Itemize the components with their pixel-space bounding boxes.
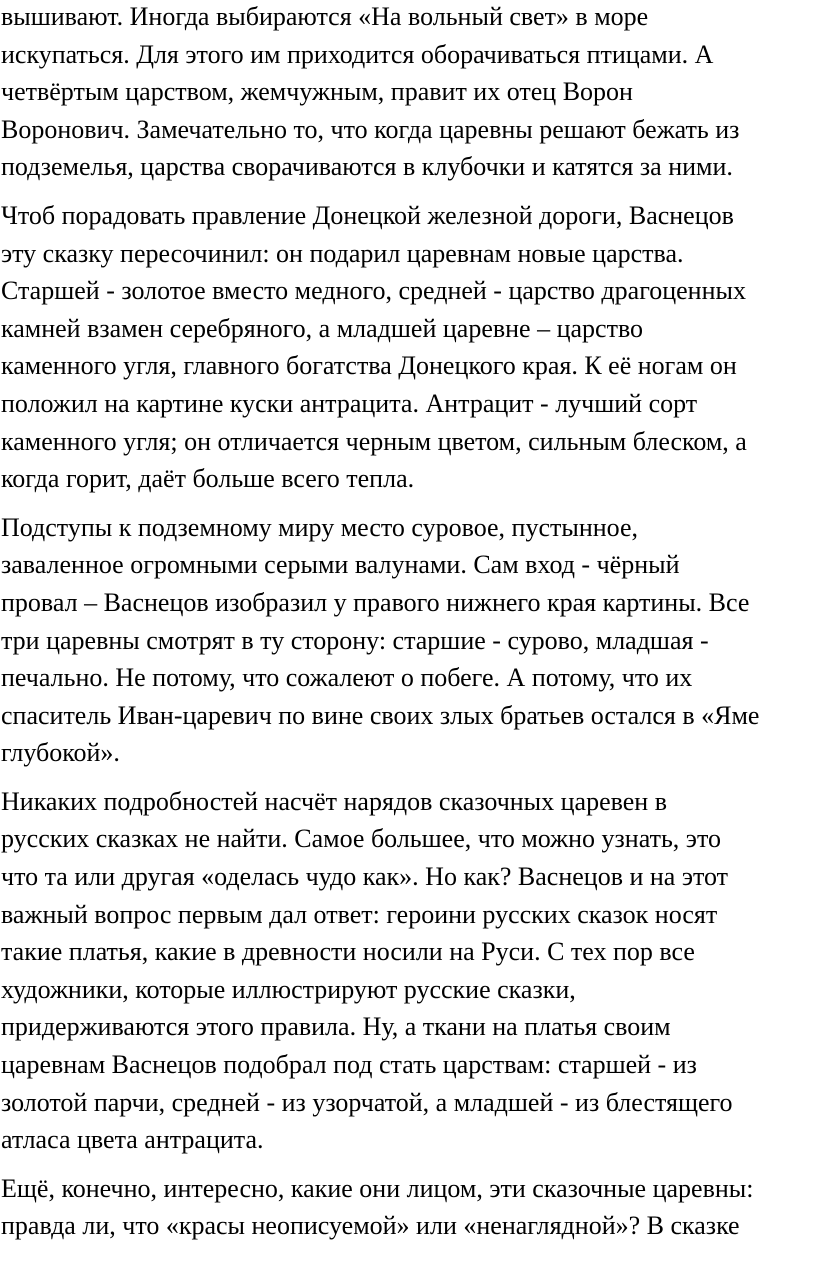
text-line: камней взамен серебряного, а младшей царевне – царство <box>1 313 644 343</box>
text-line: художники, которые иллюстрируют русские сказки, <box>1 974 576 1004</box>
text-line: печально. Не потому, что сожалеют о побеге. А потому, что их <box>1 663 693 693</box>
paragraph-1 <box>1 0 812 186</box>
text-line: атласа цвета антрацита. <box>1 1125 264 1155</box>
text-line: русских сказках не найти. Самое большее, что можно узнать, это <box>1 824 721 854</box>
text-line: царевнам Васнецов подобрал под стать царствам: старшей - из <box>1 1050 697 1080</box>
text-line: Никаких подробностей насчёт нарядов сказочных царевен в <box>1 786 667 816</box>
text-line: когда горит, даёт больше всего тепла. <box>1 464 415 494</box>
text-line: провал – Васнецов изобразил у правого нижнего края картины. Все <box>1 587 750 617</box>
text-line: четвёртым царством, жемчужным, правит их отец Ворон <box>1 77 633 107</box>
text-line: искупаться. Для этого им приходится оборачиваться птицами. А <box>1 39 714 69</box>
text-line: каменного угля; он отличается черным цветом, сильным блеском, а <box>1 426 747 456</box>
text-line: Подступы к подземному миру место суровое, пустынное, <box>1 512 639 542</box>
text-line: такие платья, какие в древности носили на Руси. С тех пор все <box>1 937 695 967</box>
text-line: подземелья, царства сворачиваются в клубочки и катятся за ними. <box>1 152 733 182</box>
text-line: Старшей - золотое вместо медного, средней - царство драгоценных <box>1 276 746 306</box>
paragraph-4 <box>1 783 812 1159</box>
text-line: золотой парчи, средней - из узорчатой, а младшей - из блестящего <box>1 1087 733 1117</box>
text-line: заваленное огромными серыми валунами. Сам вход - чёрный <box>1 550 680 580</box>
text-line: глубокой». <box>1 738 120 768</box>
text-line: каменного угля, главного богатства Донецкого края. К её ногам он <box>1 351 737 381</box>
text-line: что та или другая «оделась чудо как». Но как? Васнецов и на этот <box>1 862 729 892</box>
text-line: эту сказку пересочинил: он подарил царевнам новые царства. <box>1 238 684 268</box>
paragraph-2 <box>1 197 812 498</box>
text-line: Ещё, конечно, интересно, какие они лицом, эти сказочные царевны: <box>1 1173 754 1203</box>
text-line: Воронович. Замечательно то, что когда царевны решают бежать из <box>1 114 740 144</box>
text-line: правда ли, что «красы неописуемой» или «ненаглядной»? В сказке <box>1 1211 740 1241</box>
text-line: важный вопрос первым дал ответ: героини русских сказок носят <box>1 899 718 929</box>
text-line: три царевны смотрят в ту сторону: старшие - сурово, младшая - <box>1 625 709 655</box>
text-line: вышивают. Иногда выбираются «На вольный свет» в море <box>1 2 649 31</box>
paragraph-3 <box>1 509 812 772</box>
paragraph-5 <box>1 1170 812 1245</box>
text-line: Чтоб порадовать правление Донецкой железной дороги, Васнецов <box>1 200 734 230</box>
text-line: придерживаются этого правила. Ну, а ткани на платья своим <box>1 1012 671 1042</box>
text-line: положил на картине куски антрацита. Антрацит - лучший сорт <box>1 388 698 418</box>
text-line: спаситель Иван-царевич по вине своих злых братьев остался в «Яме <box>1 700 760 730</box>
